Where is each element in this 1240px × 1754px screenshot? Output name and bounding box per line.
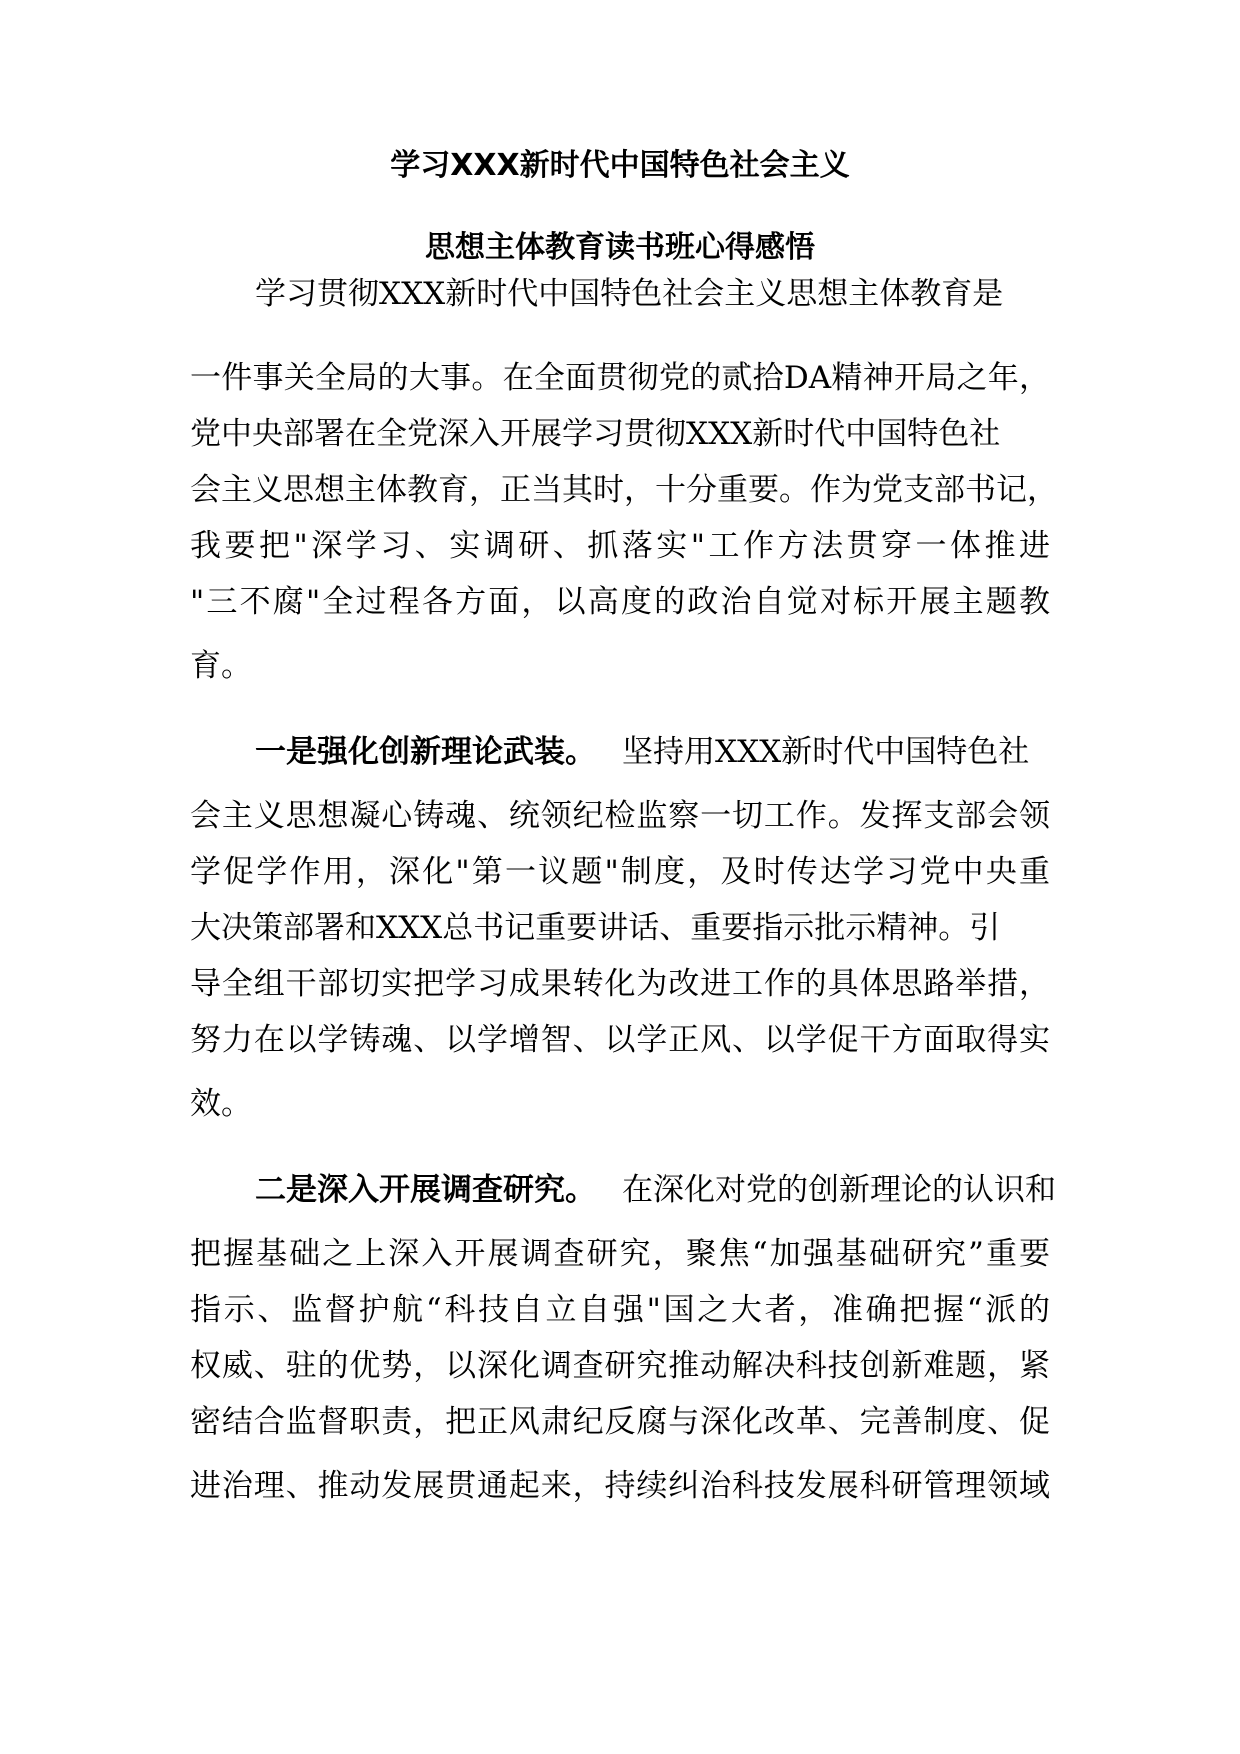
section2-line-6: 进治理、推动发展贯通起来，持续纠治科技发展科研管理领域 [190,1468,1050,1504]
section1-line-2: 会主义思想凝心铸魂、统领纪检监察一切工作。发挥支部会领 [190,798,1050,834]
section2-first-line [255,1164,1056,1209]
intro-line-3: 党中央部署在全党深入开展学习贯彻XXX新时代中国特色社 [190,416,1001,452]
section1-line-7: 效。 [190,1086,252,1122]
section1-line-4: 大决策部署和XXX总书记重要讲话、重要指示批示精神。引 [190,910,1001,946]
intro-line-7: 育。 [190,648,252,684]
document-title-line-2: 思想主体教育读书班心得感悟 [425,230,815,265]
section1-first-line [255,726,1035,771]
section1-line-5: 导全组干部切实把学习成果转化为改进工作的具体思路举措， [190,966,1050,1002]
section2-first-rest: 在深化对党的创新理论的认识和 [622,1172,1056,1208]
document-title-line-1: 学习XXX新时代中国特色社会主义 [390,148,850,183]
section1-first-rest: 坚持用XXX新时代中国特色社 [622,734,1030,770]
section1-line-3: 学促学作用，深化"第一议题"制度，及时传达学习党中央重 [190,854,1050,890]
intro-line-2: 一件事关全局的大事。在全面贯彻党的贰拾DA精神开局之年， [190,360,1050,396]
intro-line-5: 我要把"深学习、实调研、抓落实"工作方法贯穿一体推进 [190,528,1050,564]
section1-lead: 一是强化创新理论武装。 [255,734,596,770]
section2-line-5: 密结合监督职责，把正风肃纪反腐与深化改革、完善制度、促 [190,1404,1050,1440]
section1-line-6: 努力在以学铸魂、以学增智、以学正风、以学促干方面取得实 [190,1022,1050,1058]
section2-lead: 二是深入开展调查研究。 [255,1172,596,1208]
intro-line-4: 会主义思想主体教育，正当其时，十分重要。作为党支部书记， [190,472,1058,508]
intro-line-6: "三不腐"全过程各方面，以高度的政治自觉对标开展主题教 [190,584,1050,620]
section2-line-4: 权威、驻的优势，以深化调查研究推动解决科技创新难题，紧 [190,1348,1050,1384]
section2-line-2: 把握基础之上深入开展调查研究，聚焦“加强基础研究”重要 [190,1236,1050,1272]
section2-line-3: 指示、监督护航“科技自立自强"国之大者，准确把握“派的 [190,1292,1050,1328]
intro-line-1: 学习贯彻XXX新时代中国特色社会主义思想主体教育是 [255,276,1004,312]
